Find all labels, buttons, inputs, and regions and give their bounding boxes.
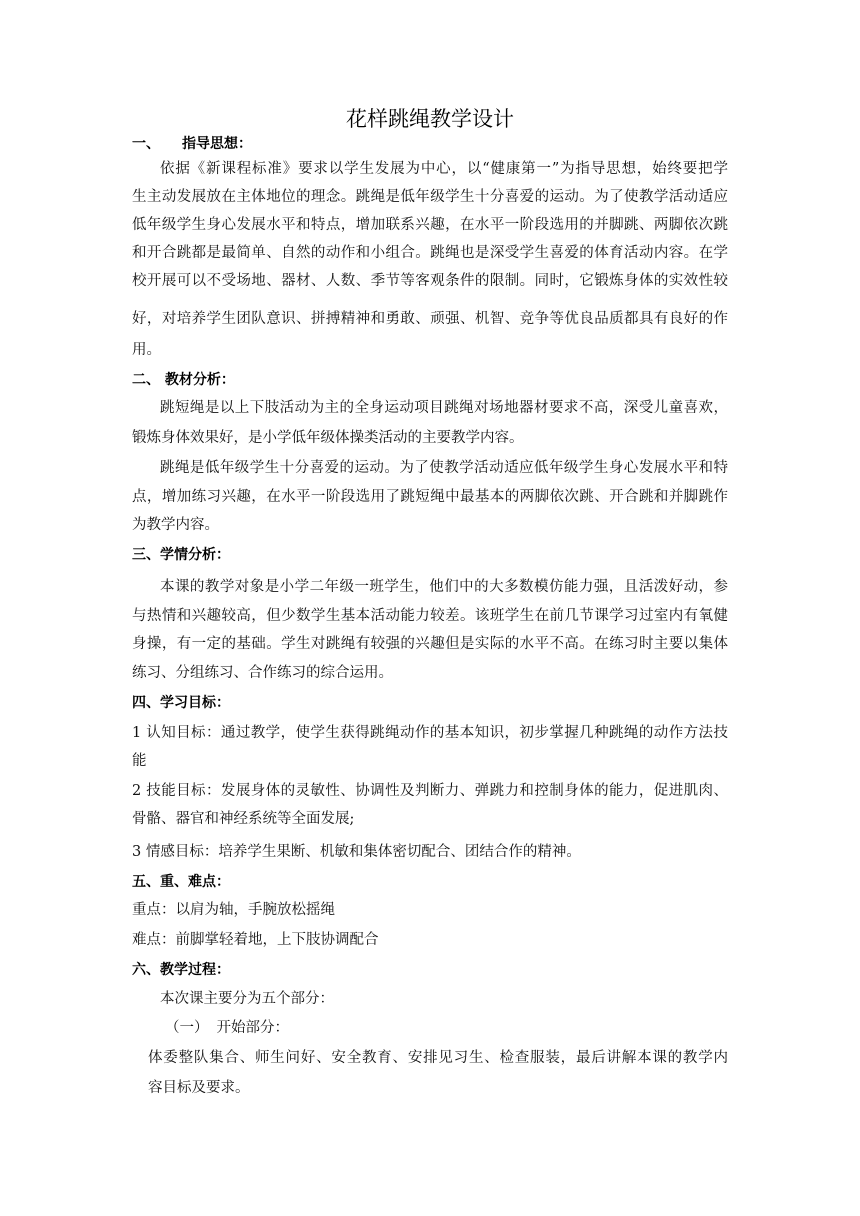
section-number: 一、 [132, 136, 160, 152]
difficult-point: 难点：前脚掌轻着地，上下肢协调配合 [132, 932, 379, 948]
paragraph-line: 跳绳是低年级学生十分喜爱的运动。为了使教学活动适应低年级学生身心发展水平和特 [160, 460, 728, 476]
paragraph-line: 锻炼身体效果好，是小学低年级体操类活动的主要教学内容。 [132, 430, 524, 446]
paragraph-line: 低年级学生身心发展水平和特点，增加联系兴趣，在水平一阶段选用的并脚跳、两脚依次跳 [132, 217, 728, 233]
section-heading-5: 五、重、难点： [132, 874, 230, 890]
section-heading-6: 六、教学过程： [132, 962, 230, 978]
document-title: 花样跳绳教学设计 [346, 107, 514, 131]
section-title: 指导思想： [182, 136, 252, 152]
paragraph-line: 好，对培养学生团队意识、拼搏精神和勇敢、顽强、机智、竞争等优良品质都具有良好的作 [132, 311, 728, 327]
goal-line: 2 技能目标：发展身体的灵敏性、协调性及判断力、弹跳力和控制身体的能力，促进肌肉、 [132, 783, 728, 799]
goal-line: 1 认知目标：通过教学，使学生获得跳绳动作的基本知识，初步掌握几种跳绳的动作方法技 [132, 725, 728, 741]
paragraph-line: 为教学内容。 [132, 517, 219, 533]
paragraph-line: 身操，有一定的基础。学生对跳绳有较强的兴趣但是实际的水平不高。在练习时主要以集体 [132, 636, 728, 652]
subsection-number: （一） [165, 1020, 209, 1036]
paragraph-line: 用。 [132, 342, 161, 358]
section-heading-3: 三、学情分析： [132, 547, 230, 563]
paragraph-line: 跳短绳是以上下肢活动为主的全身运动项目跳绳对场地器材要求不高，深受儿童喜欢， [160, 400, 728, 416]
paragraph-line: 本次课主要分为五个部分： [160, 991, 334, 1007]
section-heading-4: 四、学习目标： [132, 695, 230, 711]
goal-line: 能 [132, 753, 147, 769]
section-heading-1 [132, 134, 252, 154]
subsection-heading-1 [165, 1018, 289, 1038]
paragraph-line: 依据《新课程标准》要求以学生发展为中心，以“健康第一”为指导思想，始终要把学 [160, 161, 728, 177]
paragraph-line: 生主动发展放在主体地位的理念。跳绳是低年级学生十分喜爱的运动。为了使教学活动适应 [132, 189, 728, 205]
key-point: 重点：以肩为轴，手腕放松摇绳 [132, 902, 335, 918]
paragraph-line: 点，增加练习兴趣，在水平一阶段选用了跳短绳中最基本的两脚依次跳、开合跳和并脚跳作 [132, 489, 728, 505]
paragraph-line: 练习、分组练习、合作练习的综合运用。 [132, 665, 393, 681]
paragraph-line: 体委整队集合、师生问好、安全教育、安排见习生、检查服装，最后讲解本课的教学内 [148, 1050, 728, 1066]
paragraph-line: 本课的教学对象是小学二年级一班学生，他们中的大多数模仿能力强，且活泼好动，参 [160, 579, 728, 595]
paragraph-line: 校开展可以不受场地、器材、人数、季节等客观条件的限制。同时，它锻炼身体的实效性较 [132, 273, 728, 289]
subsection-title: 开始部分： [216, 1020, 289, 1036]
paragraph-line: 与热情和兴趣较高，但少数学生基本活动能力较差。该班学生在前几节课学习过室内有氧健 [132, 608, 728, 624]
goal-line: 骨骼、器官和神经系统等全面发展; [132, 811, 355, 827]
paragraph-line: 容目标及要求。 [148, 1080, 250, 1096]
section-heading-2: 二、 教材分析： [132, 372, 235, 388]
paragraph-line: 和开合跳都是最简单、自然的动作和小组合。跳绳也是深受学生喜爱的体育活动内容。在学 [132, 245, 728, 261]
goal-line: 3 情感目标：培养学生果断、机敏和集体密切配合、团结合作的精神。 [132, 844, 581, 860]
